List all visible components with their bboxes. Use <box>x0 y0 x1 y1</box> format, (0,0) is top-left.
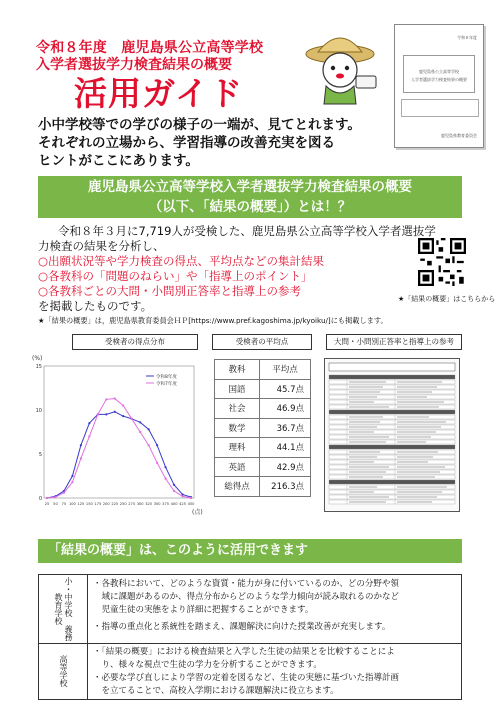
cover-title2: 入学者選抜学力検査結果の概要 <box>411 77 467 82</box>
table-header-average: 平均点 <box>260 360 311 380</box>
data-point <box>97 413 99 415</box>
x-tick-label: 375 <box>162 502 170 506</box>
ref-text-line <box>397 387 437 388</box>
ref-text-line <box>397 462 428 463</box>
ref-text-line <box>397 397 427 398</box>
ref-row <box>329 455 455 459</box>
x-tick-label: 150 <box>85 502 93 506</box>
ref-row <box>329 395 455 399</box>
x-tick-label: 450 <box>187 502 195 506</box>
x-tick-label: 325 <box>145 502 153 506</box>
usage-text-line: 域に課題があるのか、得点分布からどのような学力傾向が読み取れるのかなど <box>93 592 400 602</box>
ref-text-line <box>397 437 431 438</box>
ref-row <box>329 375 455 379</box>
ref-text-line <box>397 457 433 458</box>
usage-text-line: り、様々な視点で生徒の学力を分析することができます。 <box>93 660 322 670</box>
ref-row <box>329 480 455 484</box>
usage-label-highschool: 高等学校 <box>39 643 88 699</box>
ref-text-line <box>349 502 386 503</box>
chart-title: 受検者の得点分布 <box>72 334 198 350</box>
x-tick-label: 250 <box>119 502 127 506</box>
x-tick-label: 100 <box>68 502 76 506</box>
ref-text-line <box>349 472 386 473</box>
ref-text-line <box>349 497 389 498</box>
data-point <box>122 405 124 407</box>
average-score-table <box>214 359 311 497</box>
x-tick-label: 425 <box>179 502 186 506</box>
intro-line3: を掲載したものです。 <box>38 299 153 313</box>
ref-row <box>329 460 455 464</box>
ref-text-line <box>349 462 374 463</box>
x-tick-label: 225 <box>111 502 119 506</box>
average-cell: 42.9点 <box>260 457 311 477</box>
ref-text-line <box>349 487 377 488</box>
x-tick-label: 75 <box>61 502 67 506</box>
ref-text-line <box>397 497 437 498</box>
ref-header-bar <box>329 363 455 371</box>
ref-row <box>329 445 455 449</box>
table-row <box>215 438 311 458</box>
data-point <box>54 496 56 498</box>
data-point <box>114 398 116 400</box>
ref-text-line <box>397 402 444 403</box>
ref-text-line <box>397 492 442 493</box>
ref-row <box>329 500 455 504</box>
data-point <box>190 497 192 499</box>
data-point <box>122 415 124 417</box>
usage-table <box>38 574 462 700</box>
ref-text-line <box>397 392 432 393</box>
data-point <box>80 444 82 446</box>
cover-title1: 鹿児島県公立高等学校 <box>419 69 459 74</box>
mascot-illustration <box>300 30 384 108</box>
data-point <box>148 428 150 430</box>
ref-text-line <box>397 432 436 433</box>
usage-text-line: ・必要な学び直しにより学習の定着を図るなど、生徒の実態に基づいた指導計画 <box>93 673 400 683</box>
data-point <box>182 495 184 497</box>
qr-code[interactable] <box>418 238 466 286</box>
x-tick-label: 125 <box>77 502 85 506</box>
report-cover-thumbnail <box>394 24 484 148</box>
ref-text-line <box>397 452 438 453</box>
bullet-3: ○各教科ごとの大問・小問別正答率と指導上の参考 <box>38 284 302 298</box>
ref-text-line <box>397 417 429 418</box>
ref-text-line <box>397 422 446 423</box>
usage-row-elementary <box>39 575 461 644</box>
ref-title: 大問・小問別正答率と指導上の参考 <box>326 334 462 350</box>
bullet-1: ○出願状況等や学力検査の得点、平均点などの集計結果 <box>38 254 325 268</box>
ref-row <box>329 390 455 394</box>
data-point <box>46 497 48 499</box>
lead-line3: ヒントがここにあります。 <box>38 153 199 169</box>
ref-text-line <box>397 407 439 408</box>
section2-heading: 「結果の概要」は、このように活用できます <box>38 539 462 563</box>
cover-date: 令和８年度 <box>457 35 477 40</box>
ref-text-line <box>349 387 383 388</box>
ref-text-line <box>349 397 377 398</box>
lead-line1: 小中学校等での学びの様子の一端が、見てとれます。 <box>38 117 361 133</box>
data-point <box>173 484 175 486</box>
x-axis-label: (点) <box>192 509 203 516</box>
ref-text-line <box>349 392 380 393</box>
x-tick-label: 200 <box>102 502 110 506</box>
y-tick-label: 0 <box>38 496 42 502</box>
ref-text-line <box>397 477 435 478</box>
section1-heading-line1: 鹿児島県公立高等学校入学者選抜学力検査結果の概要 <box>88 179 412 195</box>
ref-text-line <box>349 382 386 383</box>
title-line1: 令和８年度 鹿児島県公立高等学校 <box>36 40 264 56</box>
data-point <box>164 466 166 468</box>
usage-text-line: ・各教科において、どのような資質・能力が身に付いているのか、どの分野や領 <box>93 579 399 589</box>
table-row <box>215 418 311 438</box>
table-row <box>215 379 311 399</box>
data-point <box>139 421 141 423</box>
score-distribution-chart <box>30 348 206 516</box>
reference-document-thumbnail <box>324 358 460 512</box>
data-point <box>80 457 82 459</box>
ref-row <box>329 475 455 479</box>
data-point <box>88 435 90 437</box>
subject-cell: 総得点 <box>215 477 260 497</box>
ref-text-line <box>349 402 374 403</box>
subject-cell: 国語 <box>215 379 260 399</box>
ref-text-line <box>397 382 442 383</box>
ref-text-line <box>397 427 441 428</box>
ref-text-line <box>349 437 389 438</box>
ref-row <box>329 430 455 434</box>
usage-label-elementary: 小・中学校 義務教育学校 <box>39 575 88 643</box>
ref-text-line <box>397 472 440 473</box>
table-row <box>215 457 311 477</box>
average-cell: 45.7点 <box>260 379 311 399</box>
x-tick-label: 400 <box>170 502 178 506</box>
data-point <box>148 444 150 446</box>
average-cell: 46.9点 <box>260 399 311 419</box>
data-point <box>88 422 90 424</box>
ref-text-line <box>397 442 426 443</box>
usage-text-line: ・指導の重点化と系統性を踏まえ、課題解決に向けた授業改善が充実します。 <box>93 622 391 632</box>
y-axis-label: (%) <box>32 355 43 362</box>
x-tick-label: 25 <box>44 502 50 506</box>
data-point <box>71 475 73 477</box>
ref-text-line <box>349 427 377 428</box>
intro-line2: 力検査の結果を分析し、 <box>38 239 165 253</box>
subject-cell: 数学 <box>215 418 260 438</box>
ref-row <box>329 440 455 444</box>
usage-row-highschool <box>39 643 461 699</box>
legend-label: 令和8年度 <box>156 375 177 380</box>
subject-cell: 英語 <box>215 457 260 477</box>
ref-text-line <box>349 422 380 423</box>
qr-caption: ★「結果の概要」はこちらから <box>398 295 496 303</box>
ref-text-line <box>397 467 445 468</box>
legend-label: 令和7年度 <box>156 382 177 387</box>
section1-heading <box>38 176 462 218</box>
ref-row <box>329 435 455 439</box>
ref-text-line <box>349 417 383 418</box>
ref-text-line <box>349 432 374 433</box>
data-point <box>131 418 133 420</box>
ref-text-line <box>397 502 432 503</box>
cover-note-box <box>401 99 479 117</box>
x-tick-label: 350 <box>153 502 161 506</box>
average-cell: 36.7点 <box>260 418 311 438</box>
data-point <box>156 444 158 446</box>
ref-text-line <box>349 492 374 493</box>
ref-text-line <box>349 407 389 408</box>
intro-line1: 令和８年３月に7,719人が受検した、鹿児島県公立高等学校入学者選抜学 <box>58 224 436 238</box>
data-point <box>105 398 107 400</box>
title-line2: 入学者選抜学力検査結果の概要 <box>36 57 232 73</box>
section1-heading-line2: （以下、「結果の概要」）とは！？ <box>148 199 352 215</box>
table-title: 受検者の平均点 <box>212 334 312 350</box>
ref-text-line <box>349 452 380 453</box>
y-tick-label: 10 <box>35 408 42 414</box>
data-point <box>105 413 107 415</box>
ref-row <box>329 410 455 414</box>
data-point <box>114 411 116 413</box>
x-tick-label: 50 <box>53 502 58 506</box>
subject-cell: 理科 <box>215 438 260 458</box>
ref-text-line <box>349 457 377 458</box>
usage-text-line: を立てることで、高校入学期における課題解決に役立ちます。 <box>93 686 339 696</box>
data-point <box>71 481 73 483</box>
average-cell: 216.3点 <box>260 477 311 497</box>
x-tick-label: 175 <box>94 502 102 506</box>
ref-text-line <box>349 477 383 478</box>
x-tick-label: 275 <box>128 502 136 506</box>
data-point <box>173 490 175 492</box>
cover-org: 鹿児島県教育委員会 <box>441 133 477 138</box>
ref-row <box>329 415 455 419</box>
ref-text-line <box>349 467 389 468</box>
cover-frame <box>403 55 475 93</box>
subject-cell: 社会 <box>215 399 260 419</box>
table-row <box>215 477 311 497</box>
y-tick-label: 15 <box>35 364 42 370</box>
data-point <box>139 431 141 433</box>
table-header-row <box>215 360 311 380</box>
bullet-2: ○各教科の「問題のねらい」や「指導上のポイント」 <box>38 269 313 283</box>
data-point <box>165 478 167 480</box>
ref-text-line <box>349 442 386 443</box>
lead-line2: それぞれの立場から、学習指導の改善充実を図る <box>38 135 335 151</box>
main-title: 活用ガイド <box>74 74 244 113</box>
data-point <box>63 492 65 494</box>
usage-text-line: 児童生徒の実態をより詳細に把握することができます。 <box>93 605 314 615</box>
table-row <box>215 399 311 419</box>
ref-text-line <box>397 487 447 488</box>
usage-text-line: ・「結果の概要」における検査結果と入学した生徒の結果とを比較することによ <box>93 647 395 657</box>
table-header-subject: 教科 <box>215 360 260 380</box>
average-cell: 44.1点 <box>260 438 311 458</box>
x-tick-label: 300 <box>136 502 144 506</box>
footnote: ★「結果の概要」は，鹿児島県教育委員会ＨＰ[https://www.pref.kagoshima.jp/kyoiku/]にも掲載します。 <box>38 316 388 325</box>
y-tick-label: 5 <box>38 452 42 458</box>
data-point <box>156 462 158 464</box>
